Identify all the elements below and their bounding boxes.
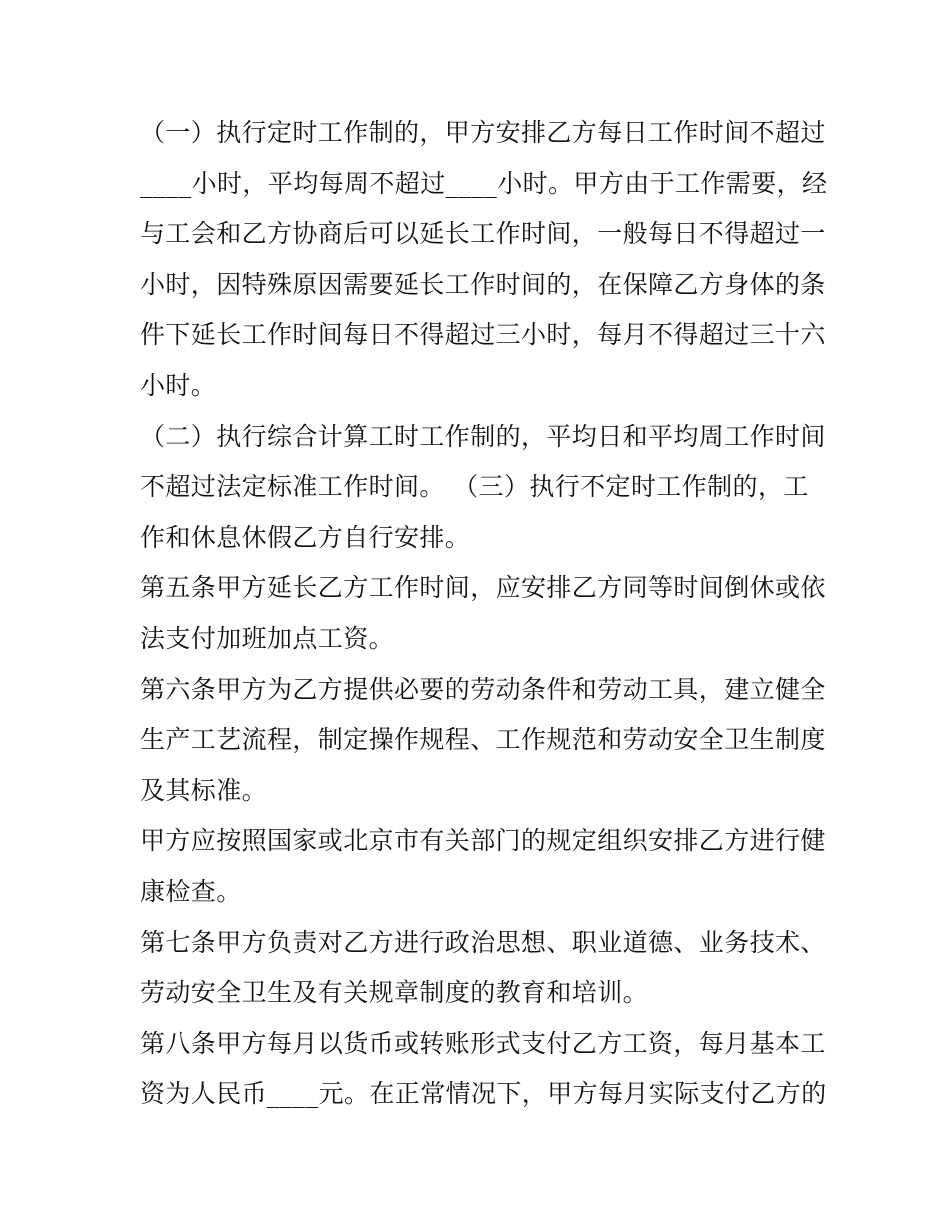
text-line: 劳动安全卫生及有关规章制度的教育和培训。	[140, 978, 649, 1008]
text-line: 不超过法定标准工作时间。 （三）执行不定时工作制的，工	[140, 472, 809, 502]
text-line: ____小时，平均每周不超过____小时。甲方由于工作需要，经	[140, 168, 828, 198]
document-body	[140, 108, 828, 1120]
text-line: 资为人民币____元。在正常情况下，甲方每月实际支付乙方的	[140, 1079, 827, 1109]
text-line: 作和休息休假乙方自行安排。	[140, 522, 471, 552]
text-line: 康检查。	[140, 876, 242, 906]
text-line: 小时。	[140, 370, 217, 400]
text-line: 及其标准。	[140, 775, 268, 805]
text-line: 第七条甲方负责对乙方进行政治思想、职业道德、业务技术、	[140, 927, 826, 957]
text-line: 生产工艺流程，制定操作规程、工作规范和劳动安全卫生制度	[140, 725, 826, 755]
text-line: （二）执行综合计算工时工作制的，平均日和平均周工作时间	[140, 421, 826, 451]
text-line: 法支付加班加点工资。	[140, 623, 395, 653]
text-line: 第六条甲方为乙方提供必要的劳动条件和劳动工具，建立健全	[140, 674, 826, 704]
text-line: 件下延长工作时间每日不得超过三小时，每月不得超过三十六	[140, 320, 826, 350]
text-line: 与工会和乙方协商后可以延长工作时间，一般每日不得超过一	[140, 219, 826, 249]
text-line: 甲方应按照国家或北京市有关部门的规定组织安排乙方进行健	[140, 826, 826, 856]
text-line: 第五条甲方延长乙方工作时间，应安排乙方同等时间倒休或依	[140, 573, 826, 603]
text-line: 小时，因特殊原因需要延长工作时间的，在保障乙方身体的条	[140, 269, 826, 299]
text-line: （一）执行定时工作制的，甲方安排乙方每日工作时间不超过	[140, 118, 826, 147]
text-line: 第八条甲方每月以货币或转账形式支付乙方工资，每月基本工	[140, 1028, 826, 1058]
